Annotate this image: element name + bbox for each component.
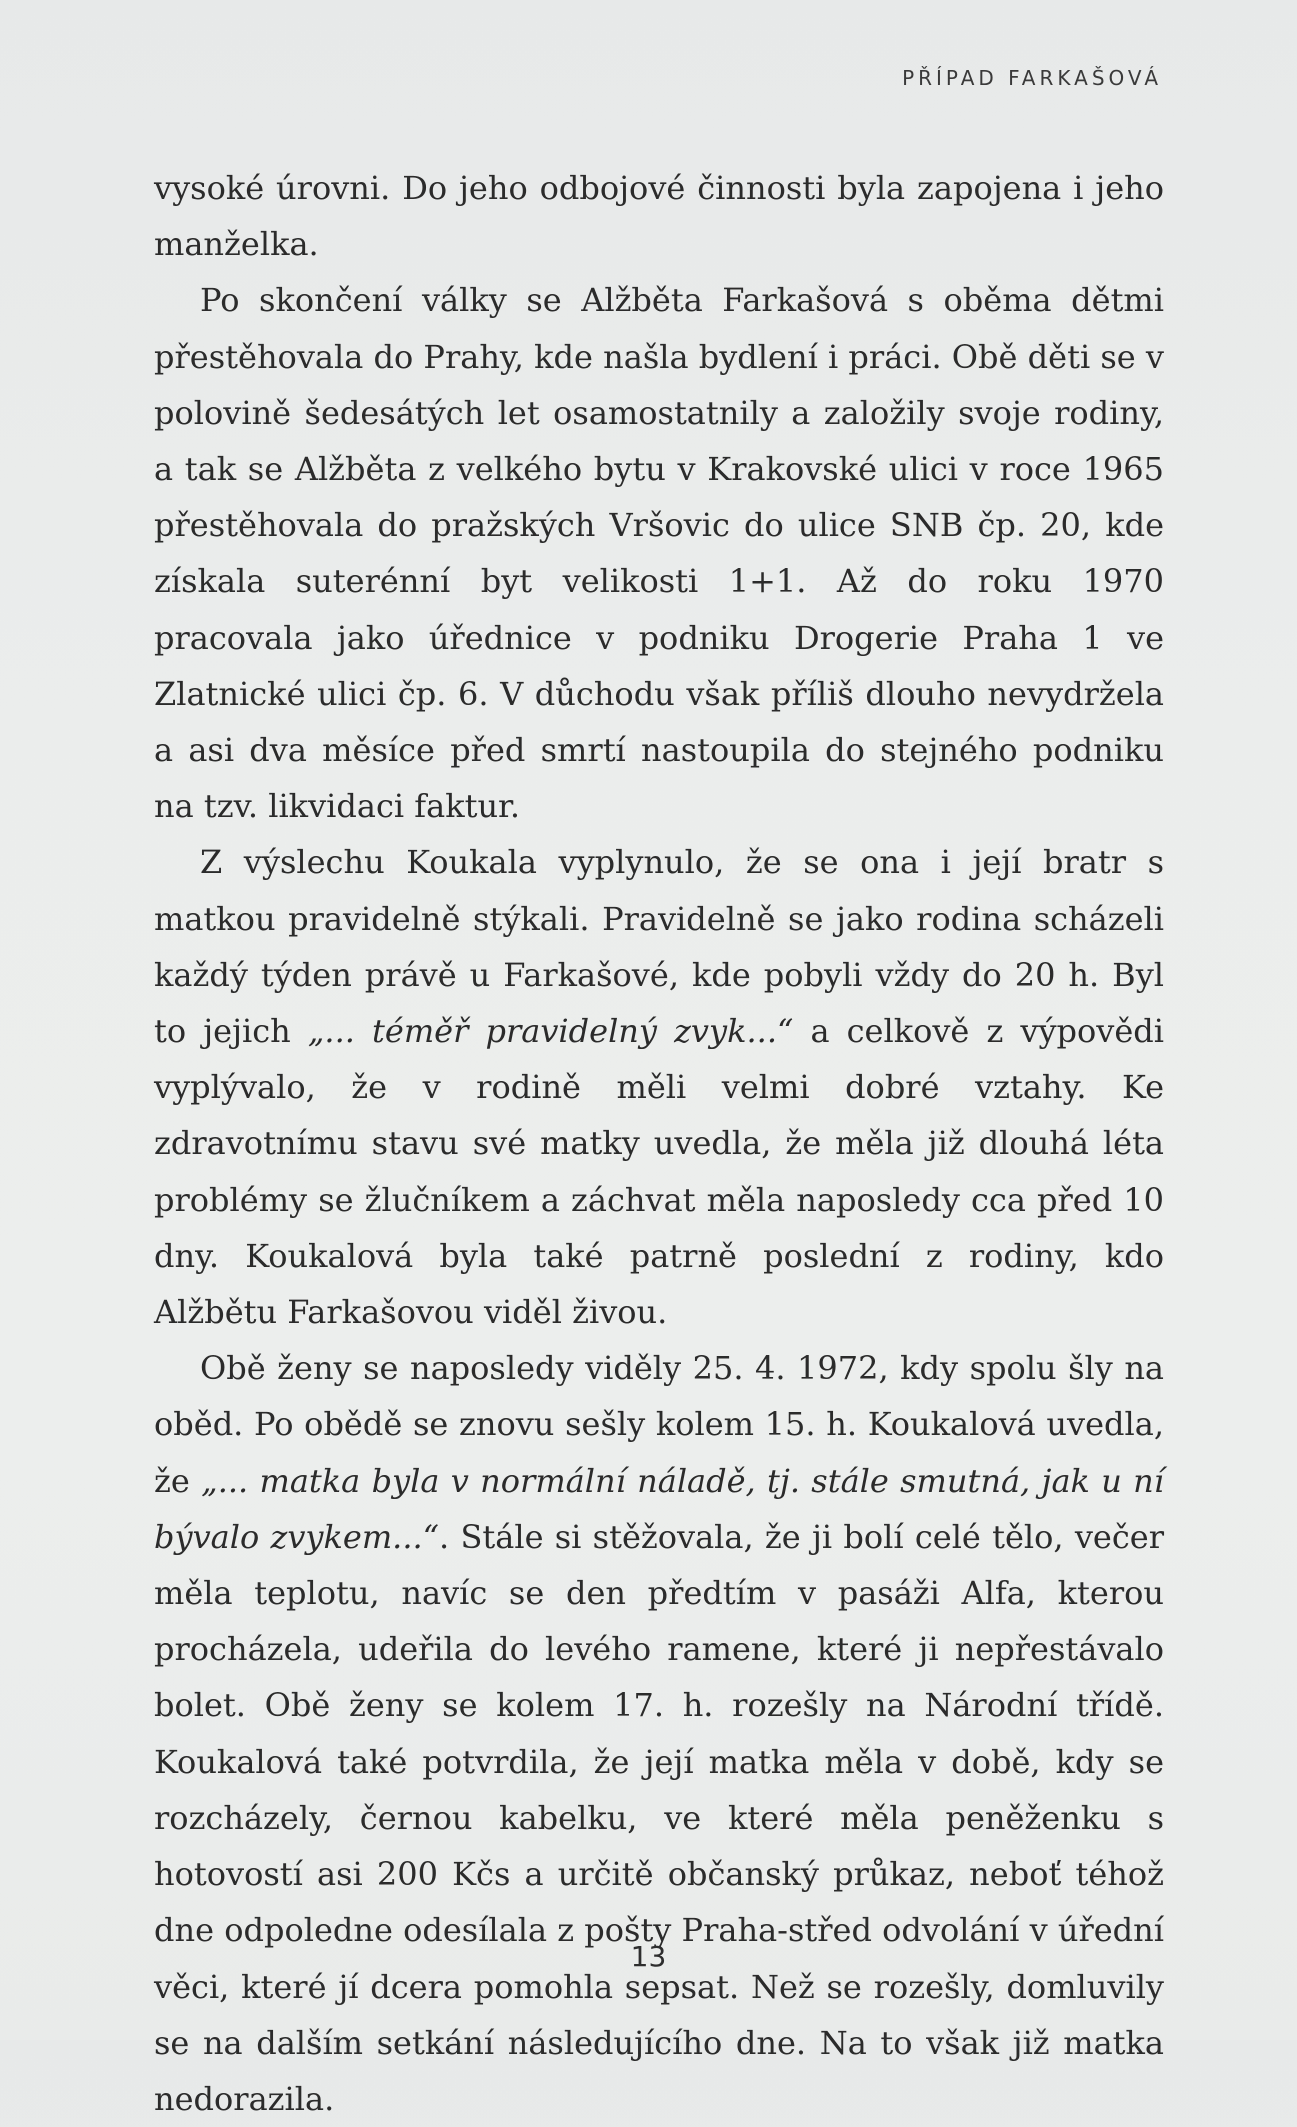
paragraph-4-text-end: . Stále si stěžovala, že ji bolí celé tělo, večer měla teplotu, navíc se den předtím v pasáži Alfa, kterou procházela, udeřila do levého ramene, které ji nepřestávalo bolet. Obě ženy se kolem 17. h. rozešly na Národní třídě. Koukalová také potvrdila, že její matka měla v době, kdy se rozcházely, černou kabelku, ve které měla peněženku s hotovostí asi 200 Kčs a určitě občanský průkaz, neboť téhož dne odpoledne odesílala z pošty Praha-střed odvolání v úřední věci, které jí dcera pomohla sepsat. Než se rozešly, domluvily se na dalším setkání následujícího dne. Na to však již matka nedorazila. xyxy=(154,1517,1165,2118)
paragraph-3 xyxy=(154,834,1164,1340)
paragraph-2: Po skončení války se Alžběta Farkašová s oběma dětmi přestěhovala do Prahy, kde našla bydlení i práci. Obě děti se v polovině šedesátých let osamostatnily a založily svoje rodiny, a tak se Alžběta z velkého bytu v Krakovské ulici v roce 1965 přestěhovala do pražských Vršovic do ulice SNB čp. 20, kde získala suterénní byt velikosti 1+1. Až do roku 1970 pracovala jako úřednice v podniku Drogerie Praha 1 ve Zlatnické ulici čp. 6. V důchodu však příliš dlouho nevydržela a asi dva měsíce před smrtí nastoupila do stejného podniku na tzv. likvidaci faktur. xyxy=(154,281,1164,826)
paragraph-3-quote: „... téměř pravidelný zvyk...“ xyxy=(307,1012,794,1051)
paragraph-4 xyxy=(154,1340,1164,2127)
body-text xyxy=(154,160,1164,2127)
paragraph-4-text-start: Obě ženy se naposledy viděly 25. 4. 1972, kdy spolu šly na oběd. Po obědě se znovu sešly kolem 15. h. Koukalová uvedla, že xyxy=(154,1349,1164,1500)
page-number: 13 xyxy=(630,1940,667,1973)
paragraph-1: vysoké úrovni. Do jeho odbojové činnosti byla zapojena i jeho manželka. xyxy=(154,169,1164,264)
running-header: PŘÍPAD FARKAŠOVÁ xyxy=(902,66,1162,90)
paragraph-3-text-end: a celkově z výpovědi vyplývalo, že v rodině měli velmi dobré vztahy. Ke zdravotnímu stavu své matky uvedla, že měla již dlouhá léta problémy se žlučníkem a záchvat měla naposledy cca před 10 dny. Koukalová byla také patrně poslední z rodiny, kdo Alžbětu Farkašovou viděl živou. xyxy=(154,1012,1165,1332)
paragraph-4-quote: „... matka byla v normální náladě, tj. stále smutná, jak u ní bývalo zvykem...“ xyxy=(154,1461,1165,1556)
paragraph-3-text-start: Z výslechu Koukala vyplynulo, že se ona i její bratr s matkou pravidelně stýkali. Pravidelně se jako rodina scházeli každý týden právě u Farkašové, kde pobyli vždy do 20 h. Byl to jejich xyxy=(154,843,1164,1051)
